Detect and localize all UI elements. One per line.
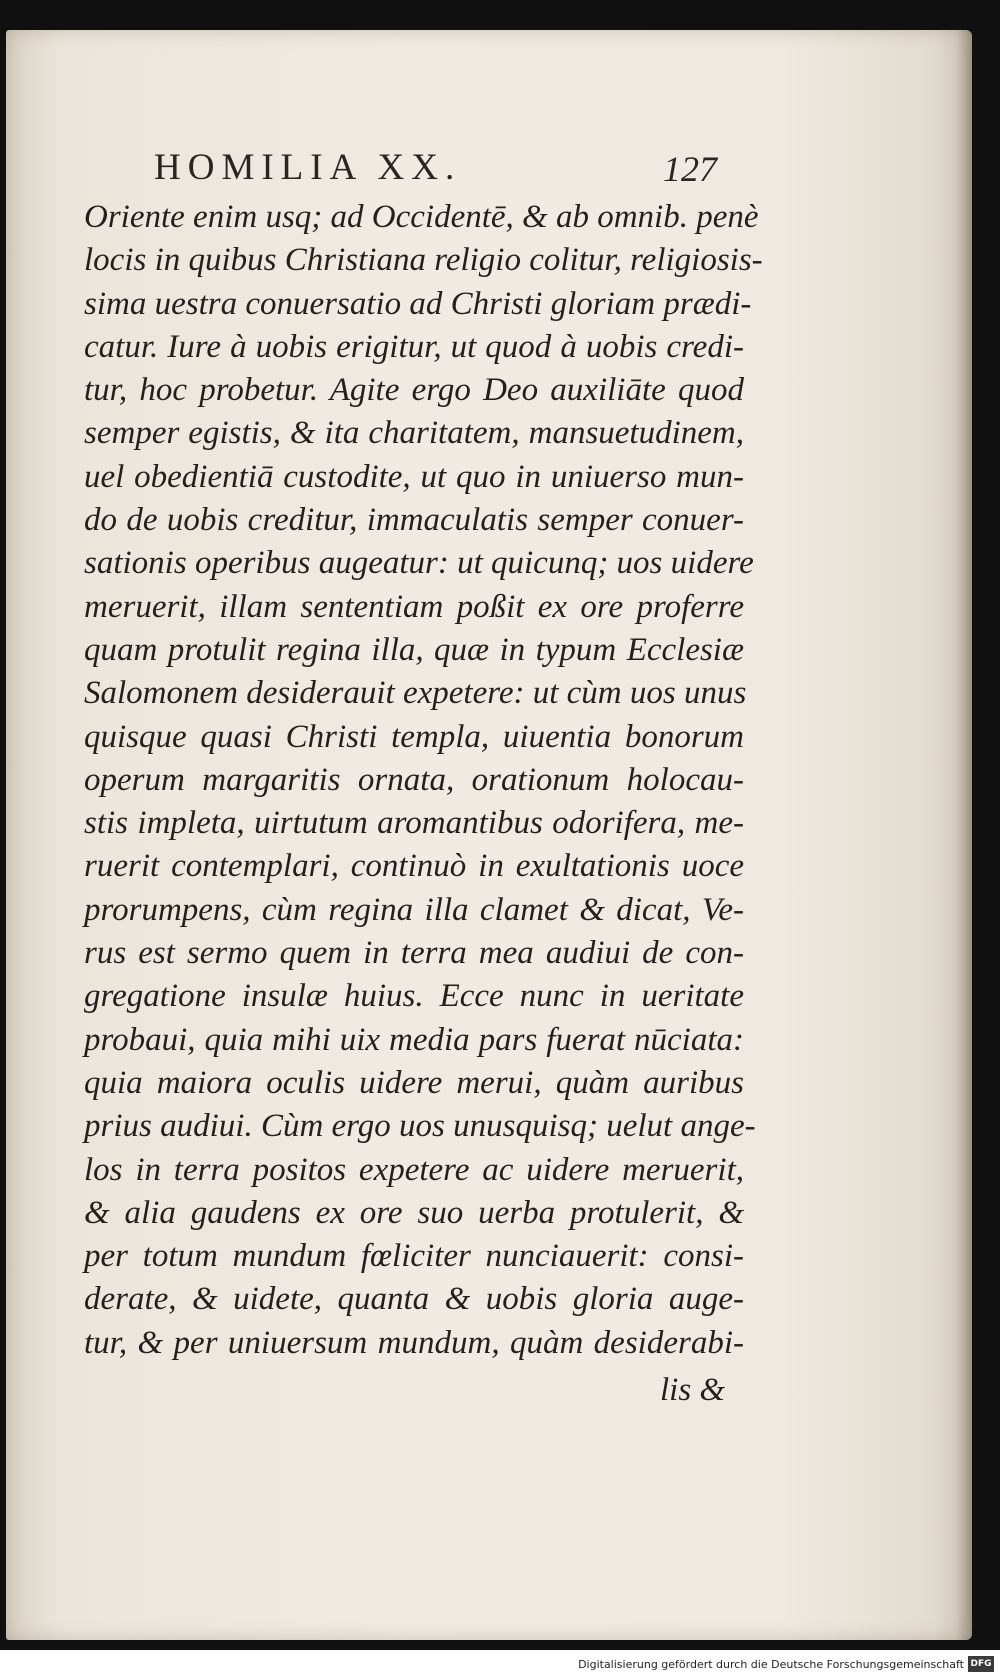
running-head: HOMILIA XX. (154, 147, 462, 188)
text-line: quia maiora oculis uidere merui, quàm auribus (84, 1064, 744, 1101)
text-line: prius audiui. Cùm ergo uos unusquisq; uelut ange- (84, 1108, 756, 1145)
text-line: probaui, quia mihi uix media pars fuerat nūciata: (84, 1021, 744, 1058)
body-text (84, 196, 763, 1365)
book-page (6, 30, 972, 1640)
text-line: & alia gaudens ex ore suo uerba protulerit, & (84, 1194, 744, 1231)
text-line: stis impleta, uirtutum aromantibus odorifera, me- (84, 805, 744, 842)
text-line: semper egistis, & ita charitatem, mansuetudinem, (84, 415, 744, 452)
text-line: do de uobis creditur, immaculatis semper conuer- (84, 502, 744, 539)
text-line: gregatione insulæ huius. Ecce nunc in ueritate (84, 978, 744, 1015)
text-line: Oriente enim usq; ad Occidentē, & ab omnib. penè (84, 199, 759, 235)
text-line: derate, & uidete, quanta & uobis gloria auge- (84, 1281, 744, 1318)
page-number: 127 (663, 149, 717, 189)
footer-bar (0, 1650, 1000, 1680)
text-line: prorumpens, cùm regina illa clamet & dicat, Ve- (84, 891, 744, 928)
text-line: tur, & per uniuersum mundum, quàm desiderabi- (84, 1324, 744, 1361)
text-line: ruerit contemplari, continuò in exultationis uoce (84, 848, 744, 885)
text-line: meruerit, illam sententiam poßit ex ore proferre (84, 588, 744, 625)
catchword: lis & (660, 1372, 726, 1408)
text-line: Salomonem desiderauit expetere: ut cùm uos unus (84, 675, 747, 712)
text-line: tur, hoc probetur. Agite ergo Deo auxiliāte quod (84, 372, 744, 409)
text-line: per totum mundum fœliciter nunciauerit: consi- (84, 1238, 744, 1275)
text-line: rus est sermo quem in terra mea audiui de con- (84, 935, 744, 972)
digitization-credit: Digitalisierung gefördert durch die Deutsche Forschungsgemeinschaft (578, 1658, 964, 1671)
text-line: catur. Iure à uobis erigitur, ut quod à uobis credi- (84, 328, 744, 365)
text-line: sationis operibus augeatur: ut quicunq; uos uidere (84, 545, 754, 582)
dfg-logo-icon: DFG (968, 1656, 994, 1672)
text-line: locis in quibus Christiana religio colitur, religiosis- (84, 242, 763, 279)
text-line: quam protulit regina illa, quæ in typum Ecclesiæ (84, 631, 744, 668)
text-line: los in terra positos expetere ac uidere meruerit, (84, 1151, 744, 1188)
text-line: operum margaritis ornata, orationum holocau- (84, 761, 744, 798)
text-line: sima uestra conuersatio ad Christi gloriam prædi- (84, 285, 752, 322)
text-line: quisque quasi Christi templa, uiuentia bonorum (84, 718, 744, 755)
text-line: uel obedientiā custodite, ut quo in uniuerso mun- (84, 458, 744, 495)
page-edge-shadow (956, 30, 972, 1640)
